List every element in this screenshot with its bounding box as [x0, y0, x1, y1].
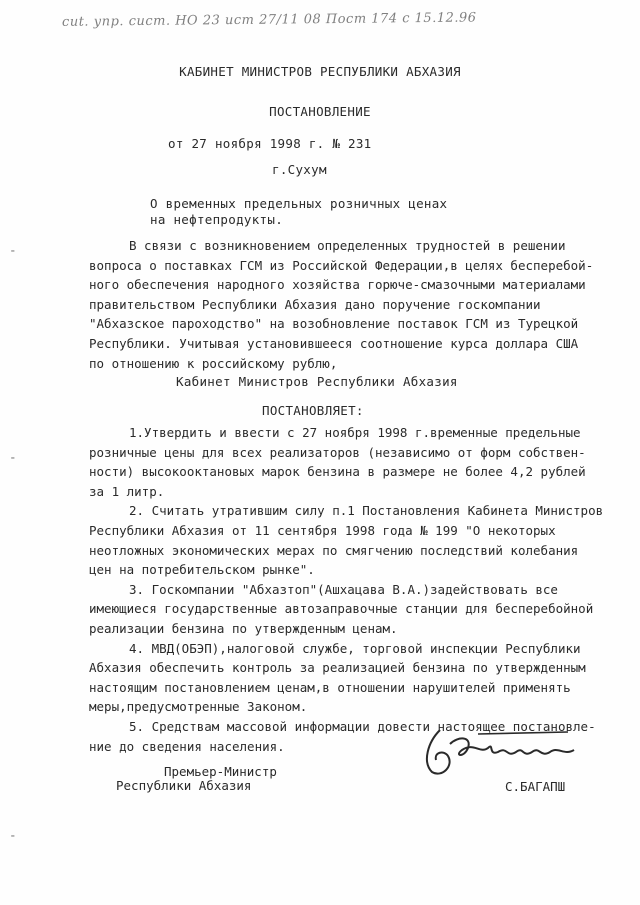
item-line: 5. Средствам массовой информации довести настоящее постановле- [129, 718, 596, 734]
subject-line: на нефтепродукты. [150, 212, 284, 227]
margin-mark: ⁃ [10, 245, 16, 258]
resolution-items [89, 423, 614, 756]
margin-mark: ⁃ [10, 452, 16, 465]
item-line: настоящим постановлением ценам,в отношении нарушителей применять [89, 679, 571, 695]
preamble-line: по отношению к российскому рублю, [89, 355, 338, 371]
preamble-line: правительством Республики Абхазия дано поручение госкомпании [89, 296, 541, 312]
item-line: Абхазия обеспечить контроль за реализацией бензина по утвержденным [89, 660, 586, 676]
signatory-title-line: Премьер-Министр [164, 764, 277, 779]
item-line: 3. Госкомпании "Абхазтоп"(Ашхацава В.А.)задействовать все [129, 581, 558, 597]
item-line: цен на потребительском рынке". [89, 562, 315, 578]
handwritten-registration-note: cut. упр. сист. НО 23 ист 27/11 08 Пост 174 с 15.12.96 [61, 10, 477, 30]
item-line: реализации бензина по утвержденным ценам. [89, 620, 398, 636]
subject [150, 196, 447, 228]
subject-line: О временных предельных розничных ценах [150, 196, 448, 211]
item-line: имеющиеся государственные автозаправочные станции для бесперебойной [89, 601, 594, 617]
preamble-line: вопроса о поставках ГСМ из Российской Федерации,в целях бесперебой- [89, 257, 594, 273]
preamble-line: Республики. Учитывая установившееся соотношение курса доллара США [89, 335, 579, 351]
cabinet-title: КАБИНЕТ МИНИСТРОВ РЕСПУБЛИКИ АБХАЗИЯ [179, 64, 461, 79]
resolves-heading: ПОСТАНОВЛЯЕТ: [262, 403, 364, 418]
signatory-name: С.БАГАПШ [505, 779, 566, 794]
preamble-line: "Абхазское пароходство" на возобновление поставок ГСМ из Турецкой [89, 316, 579, 332]
item-line: 2. Считать утратившим силу п.1 Постановления Кабинета Министров [129, 503, 604, 519]
item-line: меры,предусмотренные Законом. [89, 699, 308, 715]
preamble-line: ного обеспечения народного хозяйства горюче-смазочными материалами [89, 277, 586, 293]
signatory-title-line: Республики Абхазия [116, 778, 252, 793]
item-line: розничные цены для всех реализаторов (независимо от форм собствен- [89, 444, 586, 460]
document-type: ПОСТАНОВЛЕНИЕ [269, 104, 371, 119]
item-line: ние до сведения населения. [89, 738, 285, 754]
item-line: неотложных экономических мерах по смягчению последствий колебания [89, 542, 579, 558]
item-line: Республики Абхазия от 11 сентября 1998 года № 199 "О некоторых [89, 522, 556, 538]
item-line: 4. МВД(ОБЭП),налоговой службе, торговой инспекции Республики [129, 640, 581, 656]
signatory-title [116, 765, 277, 793]
handwritten-signature [418, 722, 598, 782]
item-line: 1.Утвердить и ввести с 27 ноября 1998 г.временные предельные [129, 425, 581, 440]
date-and-number: от 27 ноября 1998 г. № 231 [168, 136, 372, 151]
cabinet-line: Кабинет Министров Республики Абхазия [176, 374, 458, 389]
preamble [89, 236, 609, 373]
item-line: ности) высокооктановых марок бензина в размере не более 4,2 рублей [89, 464, 586, 480]
margin-mark: ⁃ [10, 830, 16, 843]
preamble-line: В связи с возникновением определенных трудностей в решении [129, 238, 566, 253]
city: г.Сухум [272, 162, 327, 177]
item-line: за 1 литр. [89, 483, 165, 499]
